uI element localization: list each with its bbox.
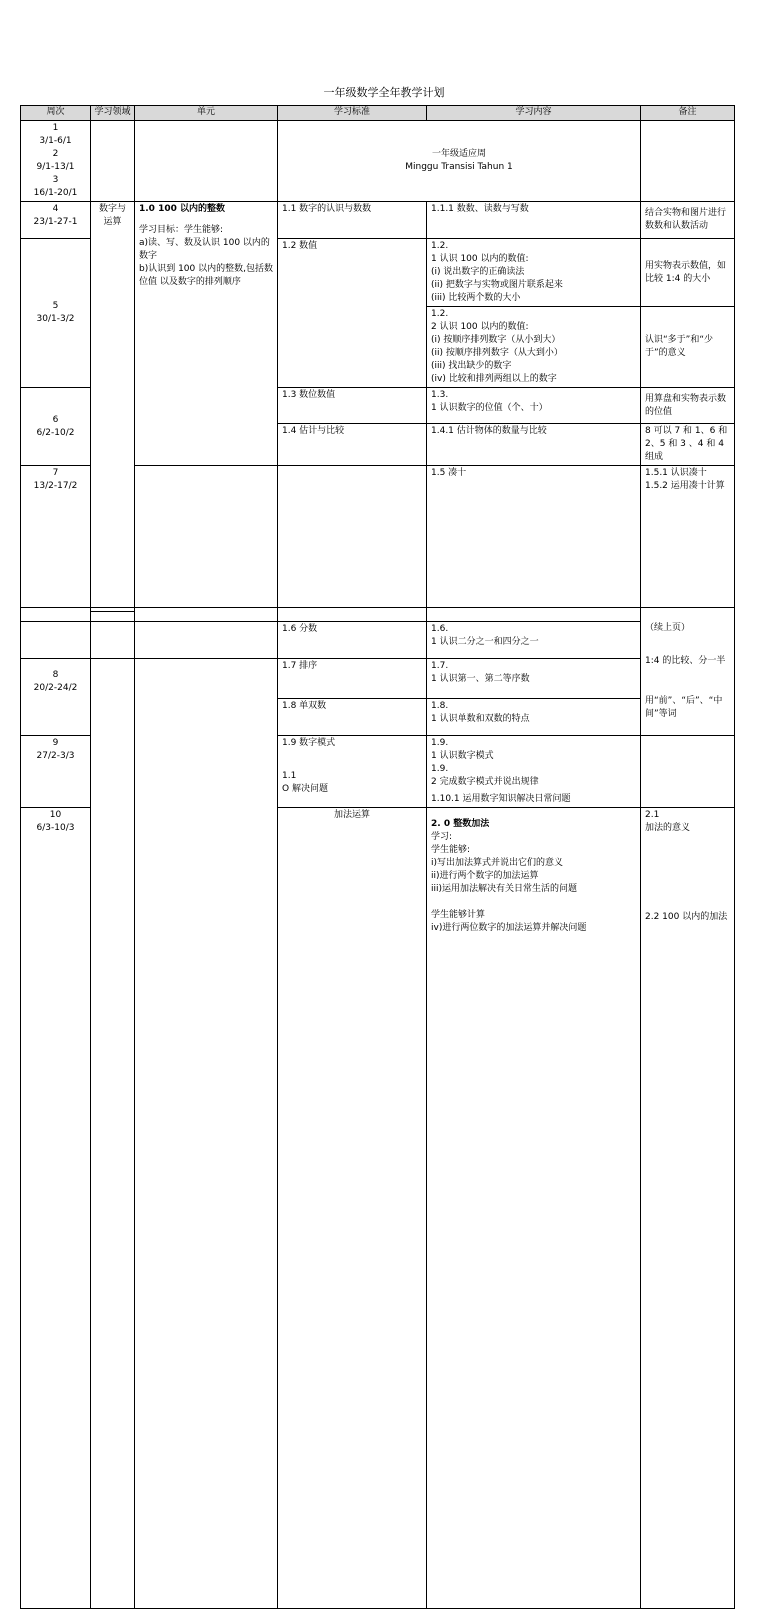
content-cell: 1.5.1 认识凑十 1.5.2 运用凑十计算: [641, 466, 735, 612]
standard-cell: 1.2 数值: [278, 239, 427, 388]
content-cell: 1.8. 1 认识单数和双数的特点: [427, 699, 641, 736]
standard-cell: 1.4 估计与比较: [278, 424, 427, 466]
unit-title: 2. 0 整数加法: [431, 819, 490, 829]
note-cell: 认识“多于”和“少于”的意义: [641, 307, 735, 388]
area-cell: [91, 608, 135, 622]
standard-cell: 1.6 分数: [278, 622, 427, 659]
area-cell: 数字与运算: [91, 202, 135, 612]
week-cell: [21, 622, 91, 659]
standard-cell: [278, 736, 427, 808]
note-cell: [641, 736, 735, 808]
week-cell: 10 6/3-10/3: [21, 808, 91, 1609]
note-cell: [641, 608, 735, 736]
content-problem-solving: 1.10.1 运用数字知识解决日常问题: [431, 794, 571, 804]
content-cell: 1.4.1 估计物体的数量与比较: [427, 424, 641, 466]
standard-addition-100: 2.2 100 以内的加法: [645, 912, 728, 922]
area-cell: [91, 121, 135, 202]
content-cell: [427, 736, 641, 808]
week-cell: 8 20/2-24/2: [21, 659, 91, 736]
content-cell: 1.6. 1 认识二分之一和四分之一: [427, 622, 641, 659]
week-cell: 6 6/2-10/2: [21, 388, 91, 466]
area-cell: [135, 466, 278, 612]
page-title: 一年级数学全年教学计划: [323, 86, 445, 99]
header-area: 学习领域: [91, 106, 135, 121]
note-cell: 结合实物和图片进行数数和认数活动: [641, 202, 735, 239]
table-header-row: [21, 106, 735, 121]
table-row: [21, 608, 735, 622]
lesson-plan-table-page1: [20, 105, 735, 612]
unit-cell: [135, 608, 278, 622]
standard-cell: 1.5 凑十: [427, 466, 641, 612]
week-cell: 5 30/1-3/2: [21, 239, 91, 388]
standard-addition-meaning: 2.1 加法的意义: [645, 810, 691, 833]
standard-cell: [641, 808, 735, 1609]
unit-cell: [427, 808, 641, 1609]
lesson-plan-table-page2: [20, 607, 735, 1609]
note-ordinal: 用“前”、“后”、“中间”等词: [645, 696, 723, 719]
area-cell: [91, 659, 135, 1609]
unit-cell: [135, 622, 278, 659]
standard-cell: 1.1 数字的认识与数数: [278, 202, 427, 239]
table-row: [21, 622, 735, 659]
note-cell: 用实物表示数值，如比较 1:4 的大小: [641, 239, 735, 307]
area-cell: [91, 622, 135, 659]
content-cell: [427, 608, 641, 622]
note-cell: 8 可以 7 和 1、6 和 2、5 和 3 、4 和 4 组成: [641, 424, 735, 466]
week-cell: 9 27/2-3/3: [21, 736, 91, 808]
transition-week-cell: 一年级适应周 Minggu Transisi Tahun 1: [278, 121, 641, 202]
table-row: [21, 121, 735, 202]
week-cell: 4 23/1-27-1: [21, 202, 91, 239]
unit-title: 1.0 100 以内的整数: [139, 204, 225, 214]
unit-cell: [135, 202, 278, 466]
unit-cell: [278, 466, 427, 612]
standard-cell: [278, 608, 427, 622]
note-cell: 用算盘和实物表示数的位值: [641, 388, 735, 424]
header-content: 学习内容: [427, 106, 641, 121]
area-cell: 加法运算: [278, 808, 427, 1609]
week-cell: [21, 608, 91, 622]
standard-cell: 1.7 排序: [278, 659, 427, 699]
standard-cell: 1.3 数位数值: [278, 388, 427, 424]
standard-problem-solving: 1.1 O 解决问题: [282, 771, 328, 794]
header-note: 备注: [641, 106, 735, 121]
content-pattern: 1.9. 1 认识数字模式 1.9. 2 完成数字模式并说出规律: [431, 738, 539, 787]
header-week: 周次: [21, 106, 91, 121]
table-row: [21, 202, 735, 239]
unit-objectives: 学习目标：学生能够: a)读、写、数及认识 100 以内的数字 b)认识到 100 以内的整数,包括数位值 以及数字的排列顺序: [139, 225, 273, 287]
content-cell: 1.7. 1 认识第一、第二等序数: [427, 659, 641, 699]
unit-cell: [135, 659, 278, 1609]
standard-pattern: 1.9 数字模式: [282, 738, 336, 748]
note-cell: [641, 121, 735, 202]
note-fraction: 1:4 的比较、分一半: [645, 656, 726, 666]
week-cell: 7 13/2-17/2: [21, 466, 91, 612]
content-cell: 1.1.1 数数、读数与写数: [427, 202, 641, 239]
standard-cell: 1.8 单双数: [278, 699, 427, 736]
content-cell: 1.2. 1 认识 100 以内的数值: (i) 说出数字的正确读法 (ii) 把数字与实物或图片联系起来 (iii) 比较两个数的大小: [427, 239, 641, 307]
header-unit: 单元: [135, 106, 278, 121]
header-standard: 学习标准: [278, 106, 427, 121]
unit-objectives: 学习: 学生能够: i)写出加法算式并说出它们的意义 ii)进行两个数字的加法运算 iii)运用加法解决有关日常生活的问题 学生能够计算 iv)进行两位数字的加法运算并解决问题: [431, 832, 587, 933]
table-row: [21, 659, 735, 699]
note-continued: （续上页）: [645, 623, 691, 633]
content-cell: 1.2. 2 认识 100 以内的数值: (i) 按顺序排列数字（从小到大） (ii) 按顺序排列数字（从大到小） (iii) 找出缺少的数字 (iv) 比较和排列两组以上的数字: [427, 307, 641, 388]
week-cell: 1 3/1-6/1 2 9/1-13/1 3 16/1-20/1: [21, 121, 91, 202]
unit-cell: [135, 121, 278, 202]
content-cell: 1.3. 1 认识数字的位值（个、十）: [427, 388, 641, 424]
